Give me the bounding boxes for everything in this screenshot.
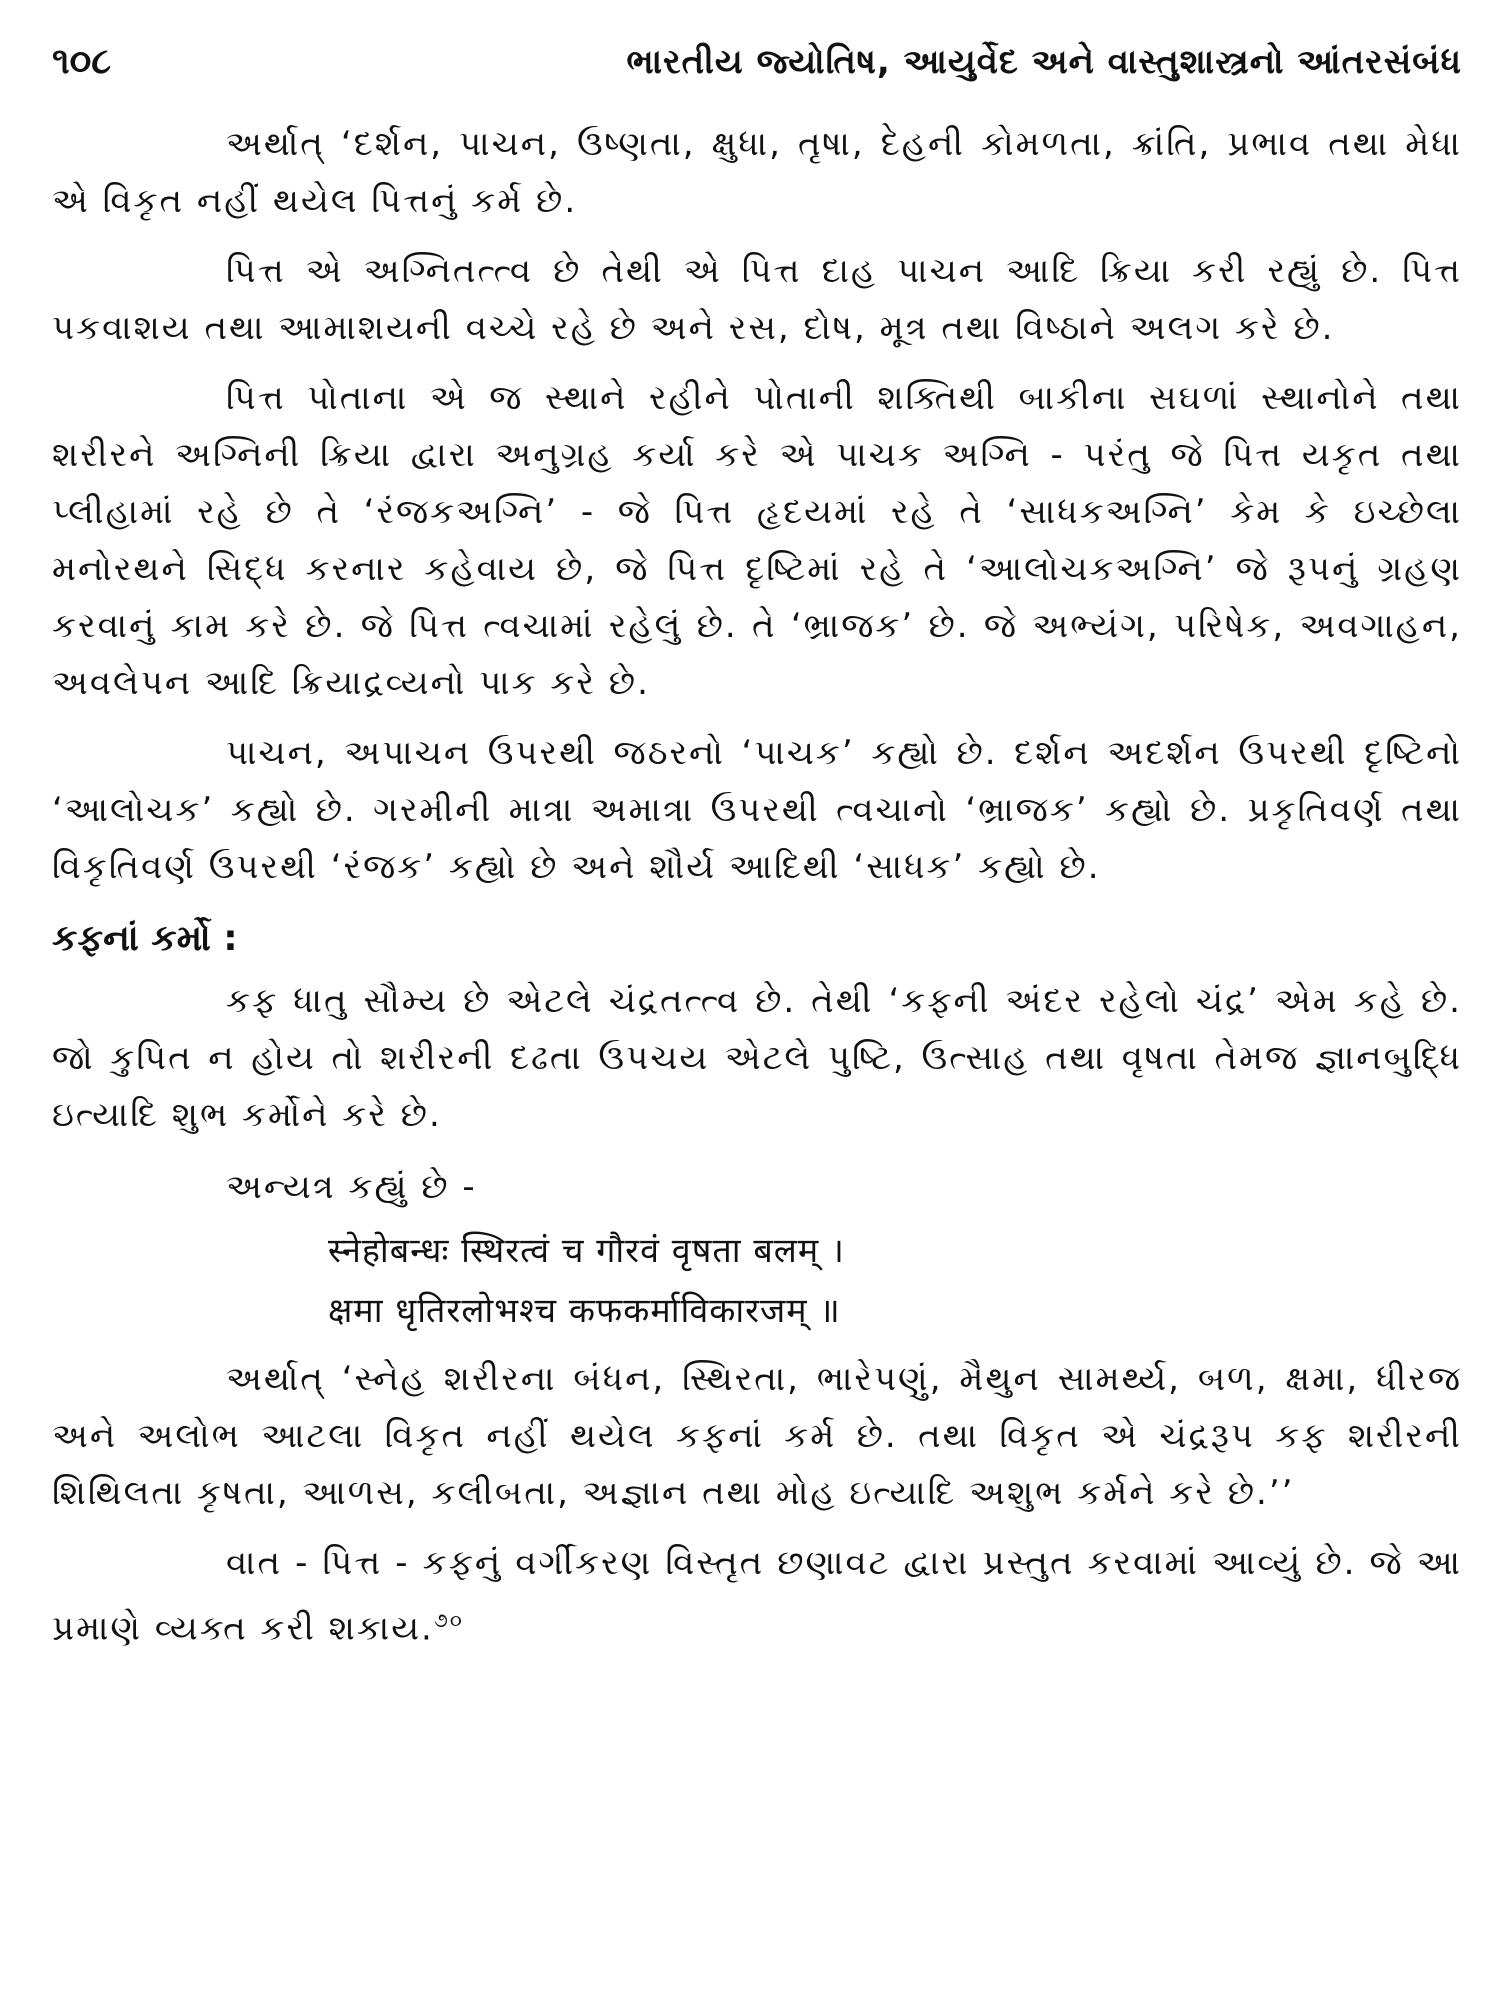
section-heading-kapha: કફનાં કર્મો : xyxy=(52,918,238,959)
paragraph-kapha: કફ ધાતુ સૌમ્ય છે એટલે ચંદ્રતત્ત્વ છે. તેથી ‘કફની અંદર રહેલો ચંદ્ર’ એમ કહે છે. જો કુપિત ન હોય તો શરીરની દઢતા ઉપચય એટલે પુષ્ટિ, ઉત્સાહ તથા વૃષતા તેમજ જ્ઞાનબુદ્ધિ ઇત્યાદિ શુભ કર્મોને કરે છે. xyxy=(52,981,1462,1135)
book-page xyxy=(52,38,1462,1670)
paragraph-pitta-names: પાચન, અપાચન ઉપરથી જઠરનો ‘પાચક’ કહ્યો છે. દર્શન અદર્શન ઉપરથી દૃષ્ટિનો ‘આલોચક’ કહ્યો છે. ગરમીની માત્રા અમાત્રા ઉપરથી ત્વચાનો ‘ભ્રાજક’ કહ્યો છે. પ્રકૃતિવર્ણ તથા વિકૃતિવર્ણ ઉપરથી ‘રંજક’ કહ્યો છે અને શૌર્ય આદિથી ‘સાધક’ કહ્યો છે. xyxy=(52,733,1462,887)
verse-line-1: स्नेहोबन्धः स्थिरत्वं च गौरवं वृषता बलम् । xyxy=(328,1231,845,1271)
paragraph-kapha-meaning: અર્થાત્ ‘સ્નેહ શરીરના બંધન, સ્થિરતા, ભારેપણું, મૈથુન સામર્થ્ય, બળ, ક્ષમા, ધીરજ અને અલોભ આટલા વિકૃત નહીં થયેલ કફનાં કર્મ છે. તથા વિકૃત એ ચંદ્રરૂપ કફ શરીરની શિથિલતા કૃષતા, આળસ, કલીબતા, અજ્ઞાન તથા મોહ ઇત્યાદિ અશુભ કર્મને કરે છે.’’ xyxy=(52,1359,1462,1513)
running-title: ભારતીય જ્યોતિષ, આયુર્વેદ અને વાસ્તુશાસ્ત્રનો આંતરસંબંધ xyxy=(626,42,1462,82)
paragraph-pitta-karma: અર્થાત્ ‘દર્શન, પાચન, ઉષ્ણતા, ક્ષુધા, તૃષા, દેહની કોમળતા, ક્રાંતિ, પ્રભાવ તથા મેધા એ વિકૃત નહીં થયેલ પિત્તનું કર્મ છે. xyxy=(52,124,1462,221)
sanskrit-verse xyxy=(52,1221,1462,1341)
page-number: ૧૦૮ xyxy=(52,41,112,82)
paragraph-pitta-agni: પિત્ત એ અગ્નિતત્ત્વ છે તેથી એ પિત્ત દાહ પાચન આદિ ક્રિયા કરી રહ્યું છે. પિત્ત પકવાશય તથા આમાશયની વચ્ચે રહે છે અને રસ, દોષ, મૂત્ર તથા વિષ્ઠાને અલગ કરે છે. xyxy=(52,251,1462,348)
paragraph-classification xyxy=(52,1535,1462,1657)
page-header xyxy=(52,38,1462,94)
paragraph-pitta-types: પિત્ત પોતાના એ જ સ્થાને રહીને પોતાની શક્તિથી બાકીના સઘળાં સ્થાનોને તથા શરીરને અગ્નિની ક્રિયા દ્વારા અનુગ્રહ કર્યા કરે એ પાચક અગ્નિ - પરંતુ જે પિત્ત યકૃત તથા પ્લીહામાં રહે છે તે ‘રંજકઅગ્નિ’ - જે પિત્ત હૃદયમાં રહે તે ‘સાધકઅગ્નિ’ કેમ કે ઇચ્છેલા મનોરથને સિદ્ધ કરનાર કહેવાય છે, જે પિત્ત દૃષ્ટિમાં રહે તે ‘આલોચકઅગ્નિ’ જે રૂપનું ગ્રહણ કરવાનું કામ કરે છે. જે પિત્ત ત્વચામાં રહેલું છે. તે ‘ભ્રાજક’ છે. જે અભ્યંગ, પરિષેક, અવગાહન, અવલેપન આદિ ક્રિયાદ્રવ્યનો પાક કરે છે. xyxy=(52,378,1462,703)
quote-intro: અન્યત્ર કહ્યું છે - xyxy=(226,1167,477,1207)
classification-text: વાત - પિત્ત - કફનું વર્ગીકરણ વિસ્તૃત છણાવટ દ્વારા પ્રસ્તુત કરવામાં આવ્યું છે. જે આ પ્રમાણે વ્યક્ત કરી શકાય. xyxy=(52,1543,1462,1649)
footnote-marker: ૭૦ xyxy=(433,1608,464,1632)
verse-line-2: क्षमा धृतिरलोभश्च कफकर्माविकारजम् ॥ xyxy=(328,1291,841,1331)
